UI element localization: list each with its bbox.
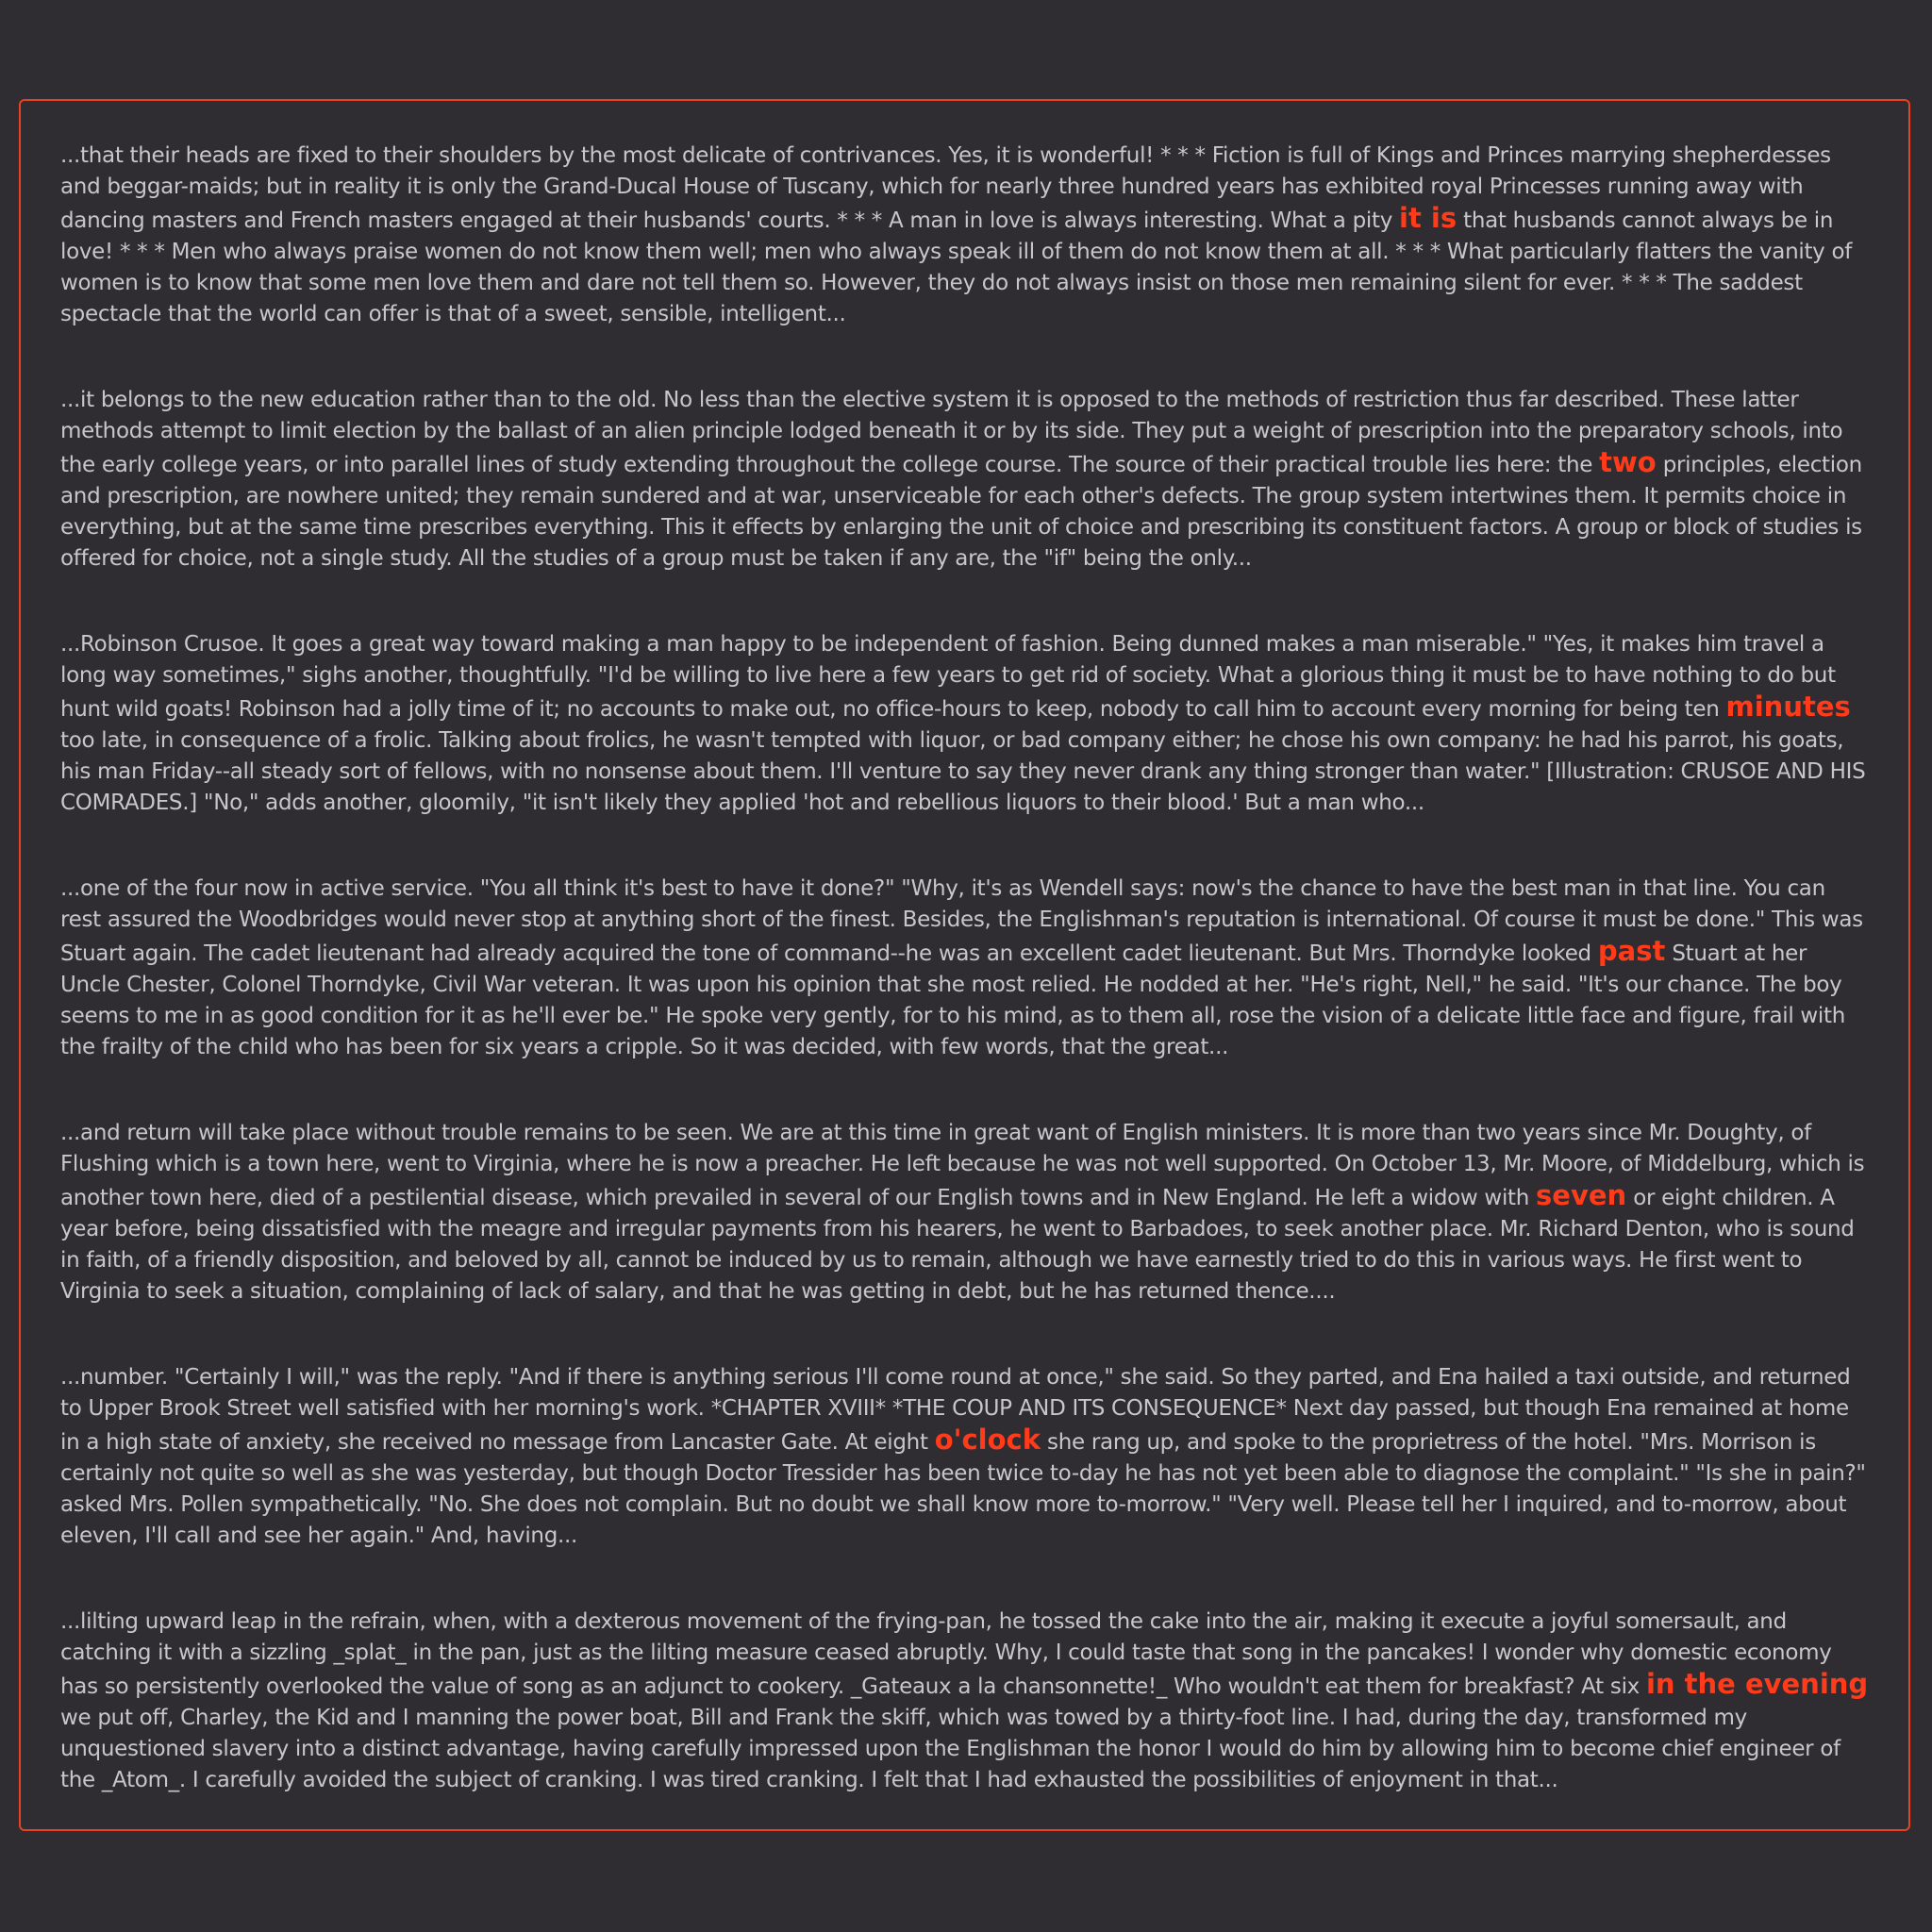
passage-text-after: too late, in consequence of a frolic. Talking about frolics, he wasn't tempted with liquor, or bad company either; he chose his own company: he had his parrot, his goats, his man Friday--all steady sort of fellows, with no nonsense about them. I'll venture to say they never drank any thing stronger than water." [Illustration: CRUSOE AND HIS COMRADES.] "No," adds another, gloomily, "it isn't likely they applied 'hot and rebellious liquors to their blood.' But a man who... <box>60 728 1866 815</box>
highlighted-phrase: seven <box>1536 1179 1627 1211</box>
passage-text-after: or eight children. A year before, being dissatisfied with the meagre and irregular payments from his hearers, he went to Barbadoes, to seek another place. Mr. Richard Denton, who is sound in faith, of a friendly disposition, and beloved by all, cannot be induced by us to remain, although we have earnestly tried to do this in various ways. He first went to Virginia to seek a situation, complaining of lack of salary, and that he was getting in debt, but he has returned thence.... <box>60 1186 1855 1304</box>
passage-text-before: ...number. "Certainly I will," was the reply. "And if there is anything serious I'll come round at once," she said. So they parted, and Ena hailed a taxi outside, and returned to Upper Brook Street well satisfied with her morning's work. *CHAPTER XVIII* *THE COUP AND ITS CONSEQUENCE* Next day passed, but though Ena remained at home in a high state of anxiety, she received no message from Lancaster Gate. At eight <box>60 1365 1851 1455</box>
passage <box>60 1607 1871 1793</box>
highlighted-phrase: two <box>1599 446 1657 478</box>
passage-text-after: Stuart at her Uncle Chester, Colonel Thorndyke, Civil War veteran. It was upon his opinion that she most relied. He nodded at her. "He's right, Nell," he said. "It's our chance. The boy seems to me in as good condition for it as he'll ever be." He spoke very gently, for to his mind, as to them all, rose the vision of a delicate little face and figure, frail with the frailty of the child who has been for six years a cripple. So it was decided, with few words, that the great... <box>60 941 1846 1059</box>
passage-text-after: she rang up, and spoke to the proprietress of the hotel. "Mrs. Morrison is certainly not quite so well as she was yesterday, but though Doctor Tressider has been twice to-day he has not yet been able to diagnose the complaint." "Is she in pain?" asked Mrs. Pollen sympathetically. "No. She does not complain. But no doubt we shall know more to-morrow." "Very well. Please tell her I inquired, and to-morrow, about eleven, I'll call and see her again." And, having... <box>60 1430 1866 1548</box>
passage-text-before: ...one of the four now in active service. "You all think it's best to have it done?" "Why, it's as Wendell says: now's the chance to have the best man in that line. You can rest assured the Woodbridges would never stop at anything short of the finest. Besides, the Englishman's reputation is international. Of course it must be done." This was Stuart again. The cadet lieutenant had already acquired the tone of command--he was an excellent cadet lieutenant. But Mrs. Thorndyke looked <box>60 876 1863 966</box>
passage <box>60 385 1871 572</box>
highlighted-phrase: past <box>1597 935 1666 967</box>
passage <box>60 629 1871 816</box>
passage <box>60 1118 1871 1305</box>
passage-text-before: ...that their heads are fixed to their shoulders by the most delicate of contrivances. Yes, it is wonderful! * * * Fiction is full of Kings and Princes marrying shepherdesses and beggar-maids; but in reality it is only the Grand-Ducal House of Tuscany, which for nearly three hundred years has exhibited royal Princesses running away with dancing masters and French masters engaged at their husbands' courts. * * * A man in love is always interesting. What a pity <box>60 143 1831 233</box>
passage <box>60 141 1871 327</box>
passage-text-before: ...lilting upward leap in the refrain, when, with a dexterous movement of the frying-pan, he tossed the cake into the air, making it execute a joyful somersault, and catching it with a sizzling _splat_ in the pan, just as the lilting measure ceased abruptly. Why, I could taste that song in the pancakes! I wonder why domestic economy has so persistently overlooked the value of song as an adjunct to cookery. _Gateaux a la chansonnette!_ Who wouldn't eat them for breakfast? At six <box>60 1609 1832 1699</box>
passages-frame <box>19 99 1910 1831</box>
highlighted-phrase: minutes <box>1725 691 1851 723</box>
passage <box>60 874 1871 1060</box>
passage-text-after: that husbands cannot always be in love! * * * Men who always praise women do not know them well; men who always speak ill of them do not know them at all. * * * What particularly flatters the vanity of women is to know that some men love them and dare not tell them so. However, they do not always insist on those men remaining silent for ever. * * * The saddest spectacle that the world can offer is that of a sweet, sensible, intelligent... <box>60 208 1853 326</box>
highlighted-phrase: o'clock <box>934 1424 1041 1456</box>
passage-text-before: ...and return will take place without trouble remains to be seen. We are at this time in great want of English ministers. It is more than two years since Mr. Doughty, of Flushing which is a town here, went to Virginia, where he is now a preacher. He left because he was not well supported. On October 13, Mr. Moore, of Middelburg, which is another town here, died of a pestilential disease, which prevailed in several of our English towns and in New England. He left a widow with <box>60 1121 1865 1210</box>
highlighted-phrase: it is <box>1399 202 1457 234</box>
passage-text-after: principles, election and prescription, are nowhere united; they remain sundered and at war, unserviceable for each other's defects. The group system intertwines them. It permits choice in everything, but at the same time prescribes everything. This it effects by enlarging the unit of choice and prescribing its constituent factors. A group or block of studies is offered for choice, not a single study. All the studies of a group must be taken if any are, the "if" being the only... <box>60 453 1862 571</box>
passage-text-before: ...Robinson Crusoe. It goes a great way toward making a man happy to be independent of fashion. Being dunned makes a man miserable." "Yes, it makes him travel a long way sometimes," sighs another, thoughtfully. "I'd be willing to live here a few years to get rid of society. What a glorious thing it must be to have nothing to do but hunt wild goats! Robinson had a jolly time of it; no accounts to make out, no office-hours to keep, nobody to call him to account every morning for being ten <box>60 632 1836 722</box>
passage-text-after: we put off, Charley, the Kid and I manning the power boat, Bill and Frank the skiff, which was towed by a thirty-foot line. I had, during the day, transformed my unquestioned slavery into a distinct advantage, having carefully impressed upon the Englishman the honor I would do him by allowing him to become chief engineer of the _Atom_. I carefully avoided the subject of cranking. I was tired cranking. I felt that I had exhausted the possibilities of enjoyment in that... <box>60 1706 1840 1792</box>
highlighted-phrase: in the evening <box>1645 1668 1869 1700</box>
passage <box>60 1362 1871 1549</box>
passage-text-before: ...it belongs to the new education rather than to the old. No less than the elective system it is opposed to the methods of restriction thus far described. These latter methods attempt to limit election by the ballast of an alien principle lodged beneath it or by its side. They put a weight of prescription into the preparatory schools, into the early college years, or into parallel lines of study extending throughout the college course. The source of their practical trouble lies here: the <box>60 388 1843 477</box>
